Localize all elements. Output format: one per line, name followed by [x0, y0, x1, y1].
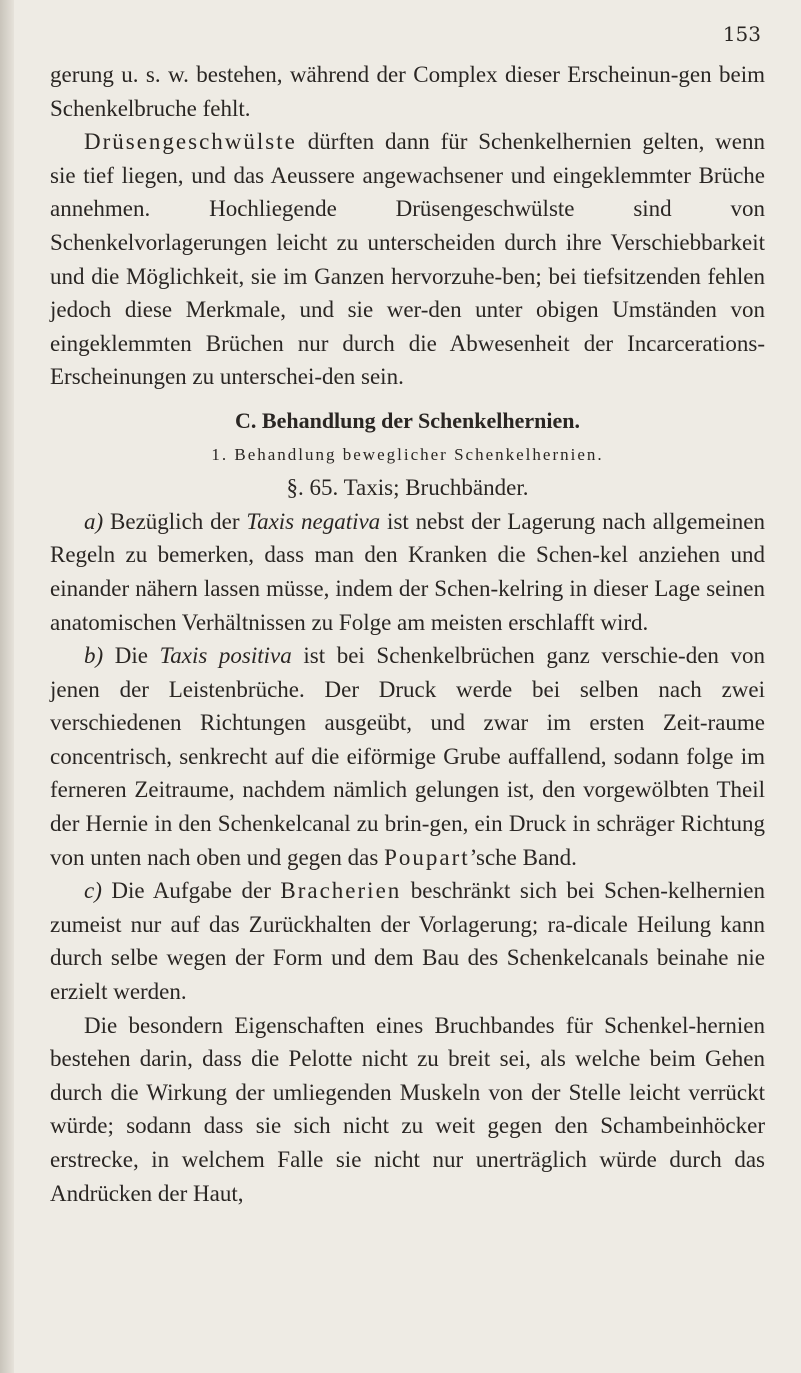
item-a-term: Taxis negativa	[246, 508, 381, 534]
item-c-text: beschränkt sich bei Schen-kelhernien zumeist nur auf das Zurückhalten der Vorlagerung; ra-dicale Heilung kann durch selbe wegen der Form und dem Bau des Schenkelcanals beinahe nie erzielt werden.	[50, 878, 765, 1005]
item-a-label: a)	[84, 508, 104, 534]
item-b-text: ist bei Schenkelbrüchen ganz verschie-den von jenen der Leistenbrüche. Der Druck werde bei selben nach zwei verschiedenen Richtungen ausgeübt, und zwar im ersten Zeit-raume concentrisch, senkrecht auf die eiförmige Grube auffallend, sodann folge im ferneren Zeitraume, nachdem nämlich gelungen ist, den vorgewölbten Theil der Hernie in den Schenkelcanal zu brin-gen, ein Druck in schräger Richtung von unten nach oben und gegen das	[50, 643, 766, 870]
section-heading: C. Behandlung der Schenkelhernien.	[235, 407, 580, 433]
item-b-name: Poupart	[384, 844, 470, 870]
term-druesengeschwuelste: Drüsengeschwülste	[84, 129, 297, 155]
paragraph-text: dürften dann für Schenkelhernien gelten, wenn sie tief liegen, und das Aeussere angewachsener und eingeklemmter Brüche annehmen. Hochliegende Drüsengeschwülste sind von Schenkelvorlagerungen leicht zu unterscheiden durch ihre Verschiebbarkeit und die Möglichkeit, sie im Ganzen hervorzuhe-ben; bei tiefsitzenden fehlen jedoch diese Merkmale, und sie wer-den unter obigen Umständen von eingeklemmten Brüchen nur durch die Abwesenheit der Incarcerations-Erscheinungen zu unterschei-den sein.	[50, 129, 765, 390]
subsection-heading: 1. Behandlung beweglicher Schenkelhernien.	[211, 444, 604, 464]
page-number: 153	[722, 22, 761, 46]
paragraph-druesengeschwuelste	[50, 125, 765, 394]
item-b	[50, 639, 765, 874]
item-c-text-pre: Die Aufgabe der	[101, 878, 281, 904]
paragraph-continuation: gerung u. s. w. bestehen, während der Complex dieser Erscheinun-gen beim Schenkelbruche fehlt.	[50, 62, 765, 121]
item-b-text-end: ’sche Band.	[469, 844, 577, 870]
item-c-term: Bracherien	[280, 878, 402, 904]
item-c	[50, 874, 765, 1008]
item-a	[50, 505, 765, 639]
item-a-text: ist nebst der Lagerung nach allgemeinen Regeln zu bemerken, dass man den Kranken die Schen-kel anziehen und einander nähern lassen müsse, indem der Schen-kelring in dieser Lage seinen anatomischen Verhältnissen zu Folge am meisten erschlafft wird.	[50, 508, 765, 635]
paragraph-bruchband: Die besondern Eigenschaften eines Bruchbandes für Schenkel-hernien bestehen darin, dass die Pelotte nicht zu breit sei, als welche beim Gehen durch die Wirkung der umliegenden Muskeln von der Stelle leicht verrückt würde; sodann dass sie sich nicht zu weit gegen den Schambeinhöcker erstrecke, in welchem Falle sie nicht nur unerträglich würde durch das Andrücken der Haut,	[50, 1012, 765, 1206]
page-body	[50, 58, 765, 1210]
item-b-text-pre: Die	[103, 643, 160, 669]
paragraph-heading: §. 65. Taxis; Bruchbänder.	[286, 475, 529, 501]
page-binding-edge	[0, 0, 14, 1373]
item-b-term: Taxis positiva	[159, 643, 292, 669]
item-a-text-pre: Bezüglich der	[103, 508, 247, 534]
item-b-label: b)	[84, 643, 104, 669]
item-c-label: c)	[84, 878, 102, 904]
